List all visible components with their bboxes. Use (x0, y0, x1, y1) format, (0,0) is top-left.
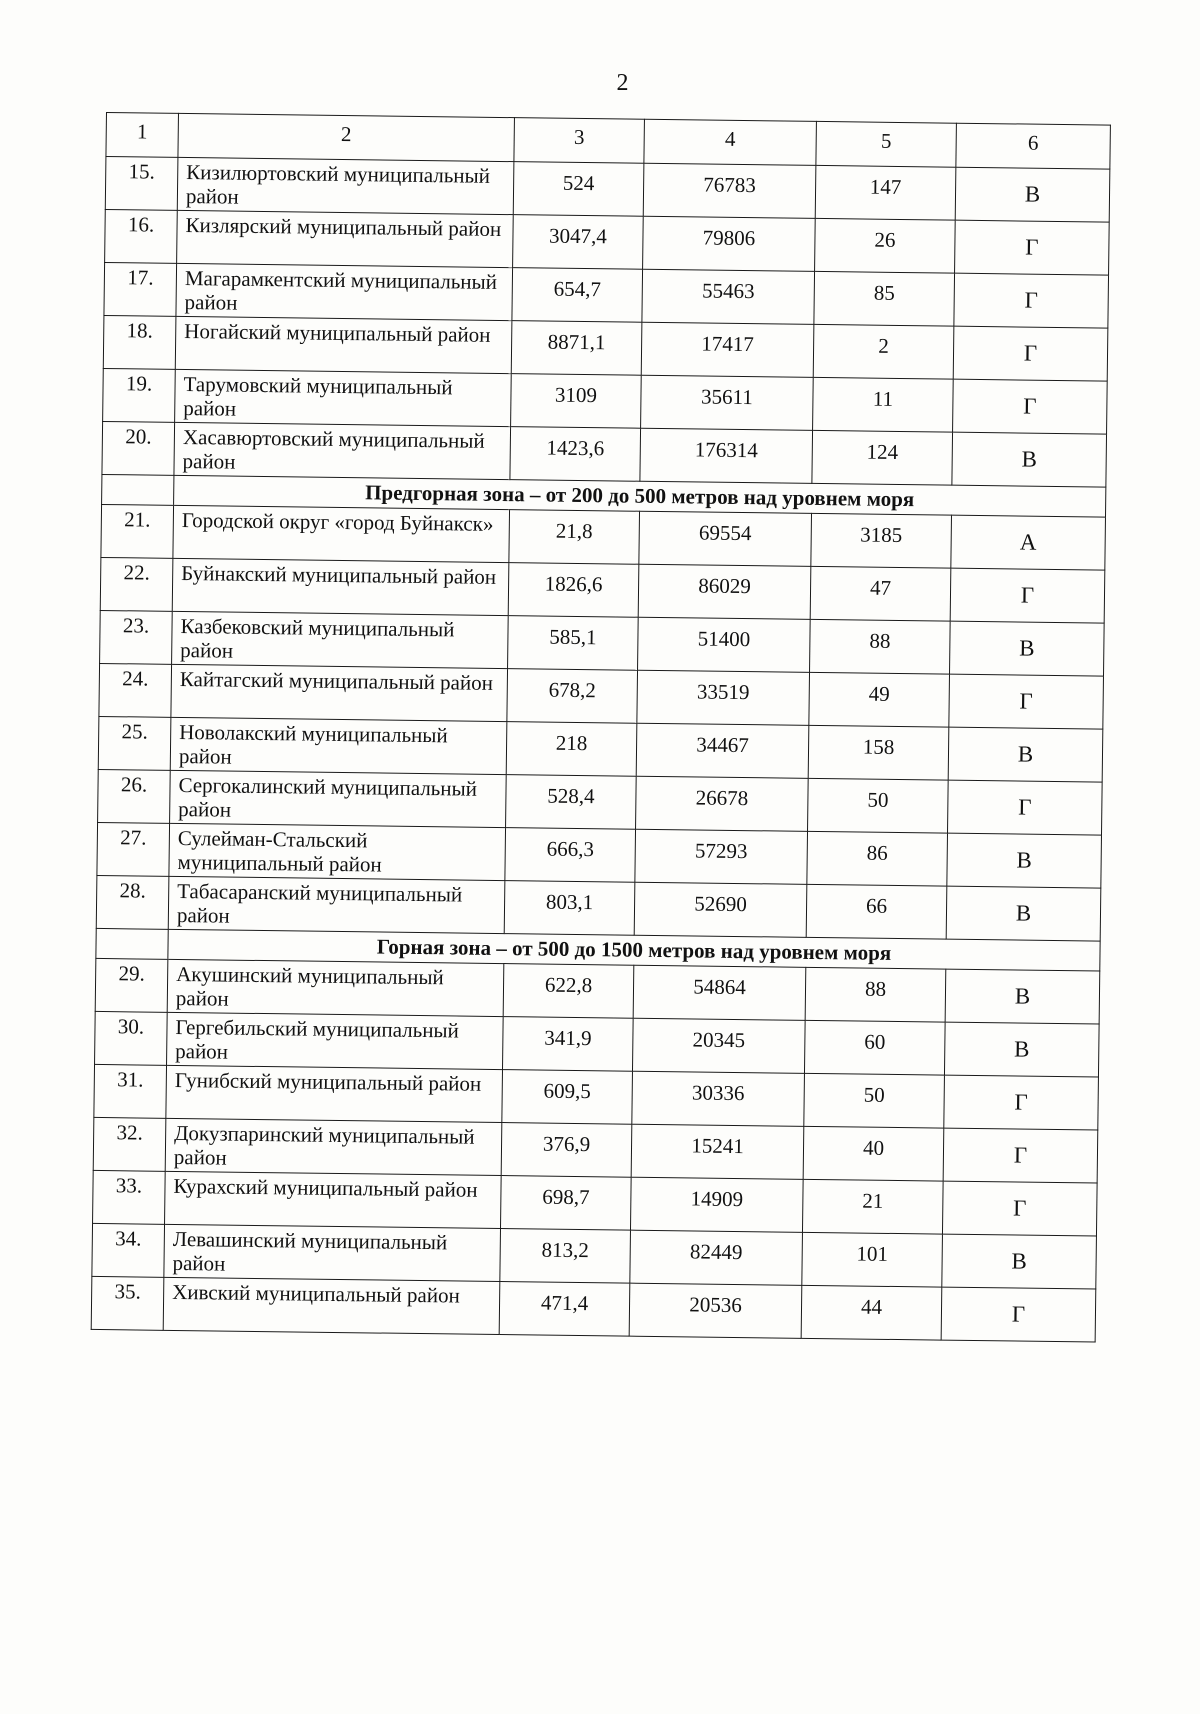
district-name: Сулейман-Стальский муниципальный район (169, 823, 506, 880)
area-value: 528,4 (506, 775, 637, 830)
district-name: Кизилюртовский муниципальный район (177, 157, 514, 214)
population-value: 82449 (630, 1230, 803, 1285)
row-number: 20. (102, 421, 175, 475)
district-name: Кайтагский муниципальный район (171, 664, 508, 721)
category-value: В (948, 727, 1103, 782)
area-value: 218 (506, 722, 637, 777)
row-number: 28. (96, 875, 169, 929)
row-number: 34. (92, 1223, 165, 1277)
density-value: 50 (808, 778, 949, 833)
area-value: 376,9 (501, 1123, 632, 1178)
row-number: 32. (93, 1117, 166, 1171)
density-value: 50 (804, 1073, 945, 1128)
category-value: Г (953, 326, 1108, 381)
category-value: Г (944, 1075, 1099, 1130)
population-value: 14909 (630, 1177, 803, 1232)
area-value: 654,7 (512, 268, 643, 323)
row-number: 29. (95, 958, 168, 1012)
population-value: 86029 (638, 564, 811, 619)
district-name: Гунибский муниципальный район (166, 1065, 503, 1122)
population-value: 20536 (629, 1283, 802, 1338)
document-table-wrapper (91, 112, 1110, 1343)
row-number: 18. (103, 315, 176, 369)
row-number: 19. (103, 368, 176, 422)
category-value: Г (942, 1181, 1097, 1236)
population-value: 69554 (639, 511, 812, 566)
row-number: 17. (104, 262, 177, 316)
row-number: 24. (99, 663, 172, 717)
category-value: Г (941, 1287, 1096, 1342)
zone-blank-cell (102, 474, 174, 505)
district-name: Кизлярский муниципальный район (177, 210, 514, 267)
category-value: В (950, 621, 1105, 676)
population-value: 33519 (637, 670, 810, 725)
area-value: 1423,6 (510, 427, 641, 482)
row-number: 15. (105, 157, 178, 211)
row-number: 25. (98, 716, 171, 770)
category-value: В (952, 432, 1107, 487)
district-name: Казбековский муниципальный район (172, 611, 509, 668)
page-number: 2 (616, 70, 629, 96)
density-value: 88 (810, 619, 951, 674)
row-number: 22. (100, 557, 173, 611)
population-value: 30336 (632, 1071, 805, 1126)
header-cell: 5 (816, 121, 957, 167)
area-value: 8871,1 (511, 321, 642, 376)
density-value: 158 (808, 725, 949, 780)
row-number: 27. (97, 822, 170, 876)
zone-title: Предгорная зона – от 200 до 500 метров над уровнем моря (174, 475, 1106, 517)
header-cell: 2 (178, 113, 515, 161)
population-value: 52690 (634, 882, 807, 937)
row-number: 31. (94, 1064, 167, 1118)
category-value: В (946, 886, 1101, 941)
district-name: Буйнакский муниципальный район (172, 558, 509, 615)
density-value: 44 (801, 1285, 942, 1340)
density-value: 88 (805, 967, 946, 1022)
category-value: Г (948, 780, 1103, 835)
population-value: 176314 (640, 428, 813, 483)
zones-table (91, 112, 1111, 1343)
row-number: 16. (105, 209, 178, 263)
row-number: 33. (93, 1170, 166, 1224)
district-name: Магарамкентский муниципальный район (176, 263, 513, 320)
population-value: 20345 (632, 1018, 805, 1073)
area-value: 3047,4 (513, 215, 644, 270)
density-value: 21 (802, 1179, 943, 1234)
category-value: А (951, 515, 1106, 570)
area-value: 21,8 (509, 510, 640, 565)
category-value: В (947, 833, 1102, 888)
area-value: 698,7 (501, 1176, 632, 1231)
population-value: 15241 (631, 1124, 804, 1179)
zone-blank-cell (96, 928, 168, 959)
density-value: 86 (807, 831, 948, 886)
population-value: 35611 (641, 375, 814, 430)
district-name: Тарумовский муниципальный район (175, 369, 512, 426)
area-value: 524 (513, 162, 644, 217)
density-value: 47 (810, 566, 951, 621)
population-value: 26678 (636, 776, 809, 831)
table-row (91, 1276, 1096, 1342)
density-value: 147 (815, 165, 956, 220)
area-value: 609,5 (502, 1070, 633, 1125)
header-cell: 3 (514, 118, 645, 164)
area-value: 813,2 (500, 1229, 631, 1284)
district-name: Хивский муниципальный район (163, 1277, 500, 1334)
district-name: Новолакский муниципальный район (170, 717, 507, 774)
district-name: Докузпаринский муниципальный район (165, 1118, 502, 1175)
row-number: 21. (101, 504, 174, 558)
density-value: 66 (806, 884, 947, 939)
header-cell: 1 (106, 113, 179, 158)
zone-title: Горная зона – от 500 до 1500 метров над уровнем моря (168, 929, 1100, 971)
density-value: 101 (802, 1232, 943, 1287)
density-value: 60 (804, 1020, 945, 1075)
population-value: 17417 (641, 322, 814, 377)
population-value: 57293 (635, 829, 808, 884)
density-value: 2 (813, 324, 954, 379)
density-value: 49 (809, 672, 950, 727)
area-value: 803,1 (504, 881, 635, 936)
category-value: Г (950, 568, 1105, 623)
density-value: 85 (814, 271, 955, 326)
category-value: Г (954, 273, 1109, 328)
area-value: 341,9 (502, 1017, 633, 1072)
area-value: 1826,6 (508, 563, 639, 618)
area-value: 666,3 (505, 828, 636, 883)
area-value: 585,1 (508, 616, 639, 671)
population-value: 79806 (643, 216, 816, 271)
density-value: 40 (803, 1126, 944, 1181)
category-value: В (955, 167, 1110, 222)
density-value: 124 (812, 430, 953, 485)
district-name: Табасаранский муниципальный район (168, 876, 505, 933)
district-name: Сергокалинский муниципальный район (170, 770, 507, 827)
category-value: В (945, 969, 1100, 1024)
district-name: Ногайский муниципальный район (175, 316, 512, 373)
area-value: 471,4 (499, 1282, 630, 1337)
district-name: Курахский муниципальный район (165, 1171, 502, 1228)
district-name: Левашинский муниципальный район (164, 1224, 501, 1281)
category-value: Г (949, 674, 1104, 729)
header-cell: 6 (956, 123, 1111, 169)
area-value: 3109 (511, 374, 642, 429)
area-value: 622,8 (503, 964, 634, 1019)
row-number: 23. (100, 610, 173, 664)
district-name: Городской округ «город Буйнакск» (173, 505, 510, 562)
density-value: 11 (813, 377, 954, 432)
row-number: 30. (95, 1011, 168, 1065)
row-number: 26. (98, 769, 171, 823)
category-value: В (944, 1022, 1099, 1077)
population-value: 55463 (642, 269, 815, 324)
row-number: 35. (91, 1276, 164, 1330)
population-value: 54864 (633, 965, 806, 1020)
density-value: 26 (815, 218, 956, 273)
table-body (91, 113, 1110, 1343)
category-value: Г (955, 220, 1110, 275)
category-value: В (942, 1234, 1097, 1289)
category-value: Г (953, 379, 1108, 434)
area-value: 678,2 (507, 669, 638, 724)
density-value: 3185 (811, 513, 952, 568)
header-cell: 4 (644, 119, 817, 165)
category-value: Г (943, 1128, 1098, 1183)
district-name: Акушинский муниципальный район (167, 959, 504, 1016)
population-value: 34467 (636, 723, 809, 778)
district-name: Хасавюртовский муниципальный район (174, 422, 511, 479)
population-value: 51400 (638, 617, 811, 672)
district-name: Гергебильский муниципальный район (167, 1012, 504, 1069)
population-value: 76783 (643, 163, 816, 218)
